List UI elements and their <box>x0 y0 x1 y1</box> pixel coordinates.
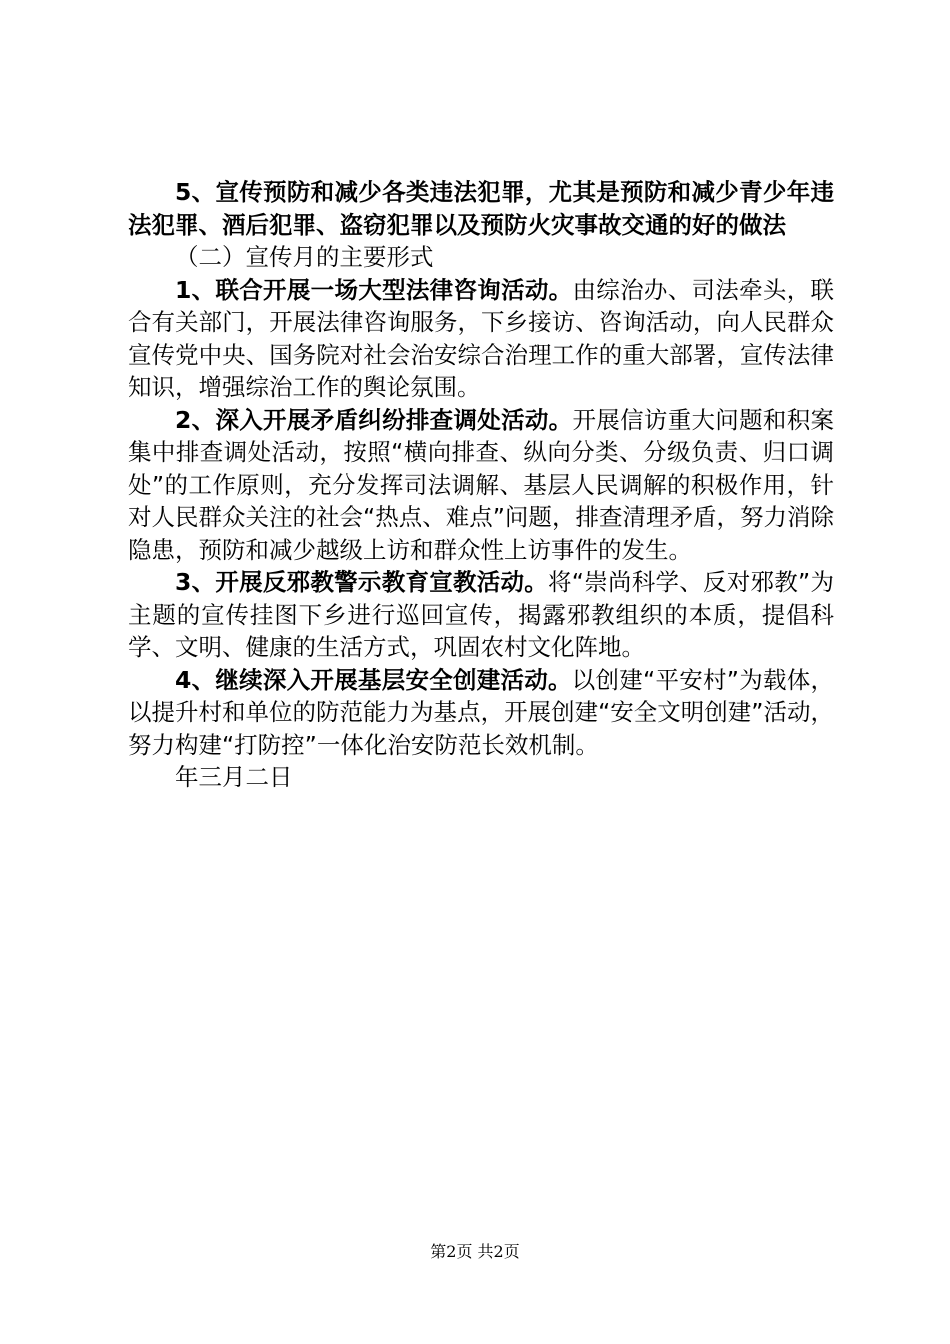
paragraph-heading: 5、宣传预防和减少各类违法犯罪，尤其是预防和减少青少年违法犯罪、酒后犯罪、盗窃犯罪以及预防火灾事故交通的好的做法 <box>128 178 834 239</box>
document-body <box>128 176 834 794</box>
document-date <box>128 761 834 794</box>
paragraph-heading: 4、继续深入开展基层安全创建活动。 <box>175 665 572 694</box>
paragraph-dispute-resolution <box>128 404 834 567</box>
paragraph-item-5 <box>128 176 834 241</box>
paragraph-text: 开展信访重大问题和积案集中排查调处活动，按照“横向排查、纵向分类、分级负责、归口调处”的工作原则，充分发挥司法调解、基层人民调解的积极作用，针对人民群众关注的社会“热点、难点”问题，排查清理矛盾，努力消除隐患，预防和减少越级上访和群众性上访事件的发生。 <box>128 405 834 564</box>
paragraph-text: 以创建“平安村”为载体，以提升村和单位的防范能力为基点，开展创建“安全文明创建”活动，努力构建“打防控”一体化治安防范长效机制。 <box>128 665 834 759</box>
paragraph-heading: 3、开展反邪教警示教育宣教活动。 <box>175 568 549 596</box>
paragraph-anti-cult-education <box>128 566 834 664</box>
paragraph-text: 将“崇尚科学、反对邪教”为主题的宣传挂图下乡进行巡回宣传，揭露邪教组织的本质，提倡科学、文明、健康的生活方式，巩固农村文化阵地。 <box>128 568 834 661</box>
paragraph-text: 由综治办、司法牵头，联合有关部门，开展法律咨询服务，下乡接访、咨询活动，向人民群众宣传党中央、国务院对社会治安综合治理工作的重大部署，宣传法律知识，增强综治工作的舆论氛围。 <box>128 275 834 401</box>
section-heading-forms <box>128 241 834 274</box>
paragraph-heading: 1、联合开展一场大型法律咨询活动。 <box>175 275 573 304</box>
paragraph-safety-creation <box>128 664 834 762</box>
page-number-footer: 第2页 共2页 <box>430 1242 520 1261</box>
paragraph-text: （二）宣传月的主要形式 <box>175 243 434 271</box>
paragraph-heading: 2、深入开展矛盾纠纷排查调处活动。 <box>175 405 573 434</box>
paragraph-legal-consultation <box>128 274 834 404</box>
paragraph-text: 年三月二日 <box>175 763 293 791</box>
